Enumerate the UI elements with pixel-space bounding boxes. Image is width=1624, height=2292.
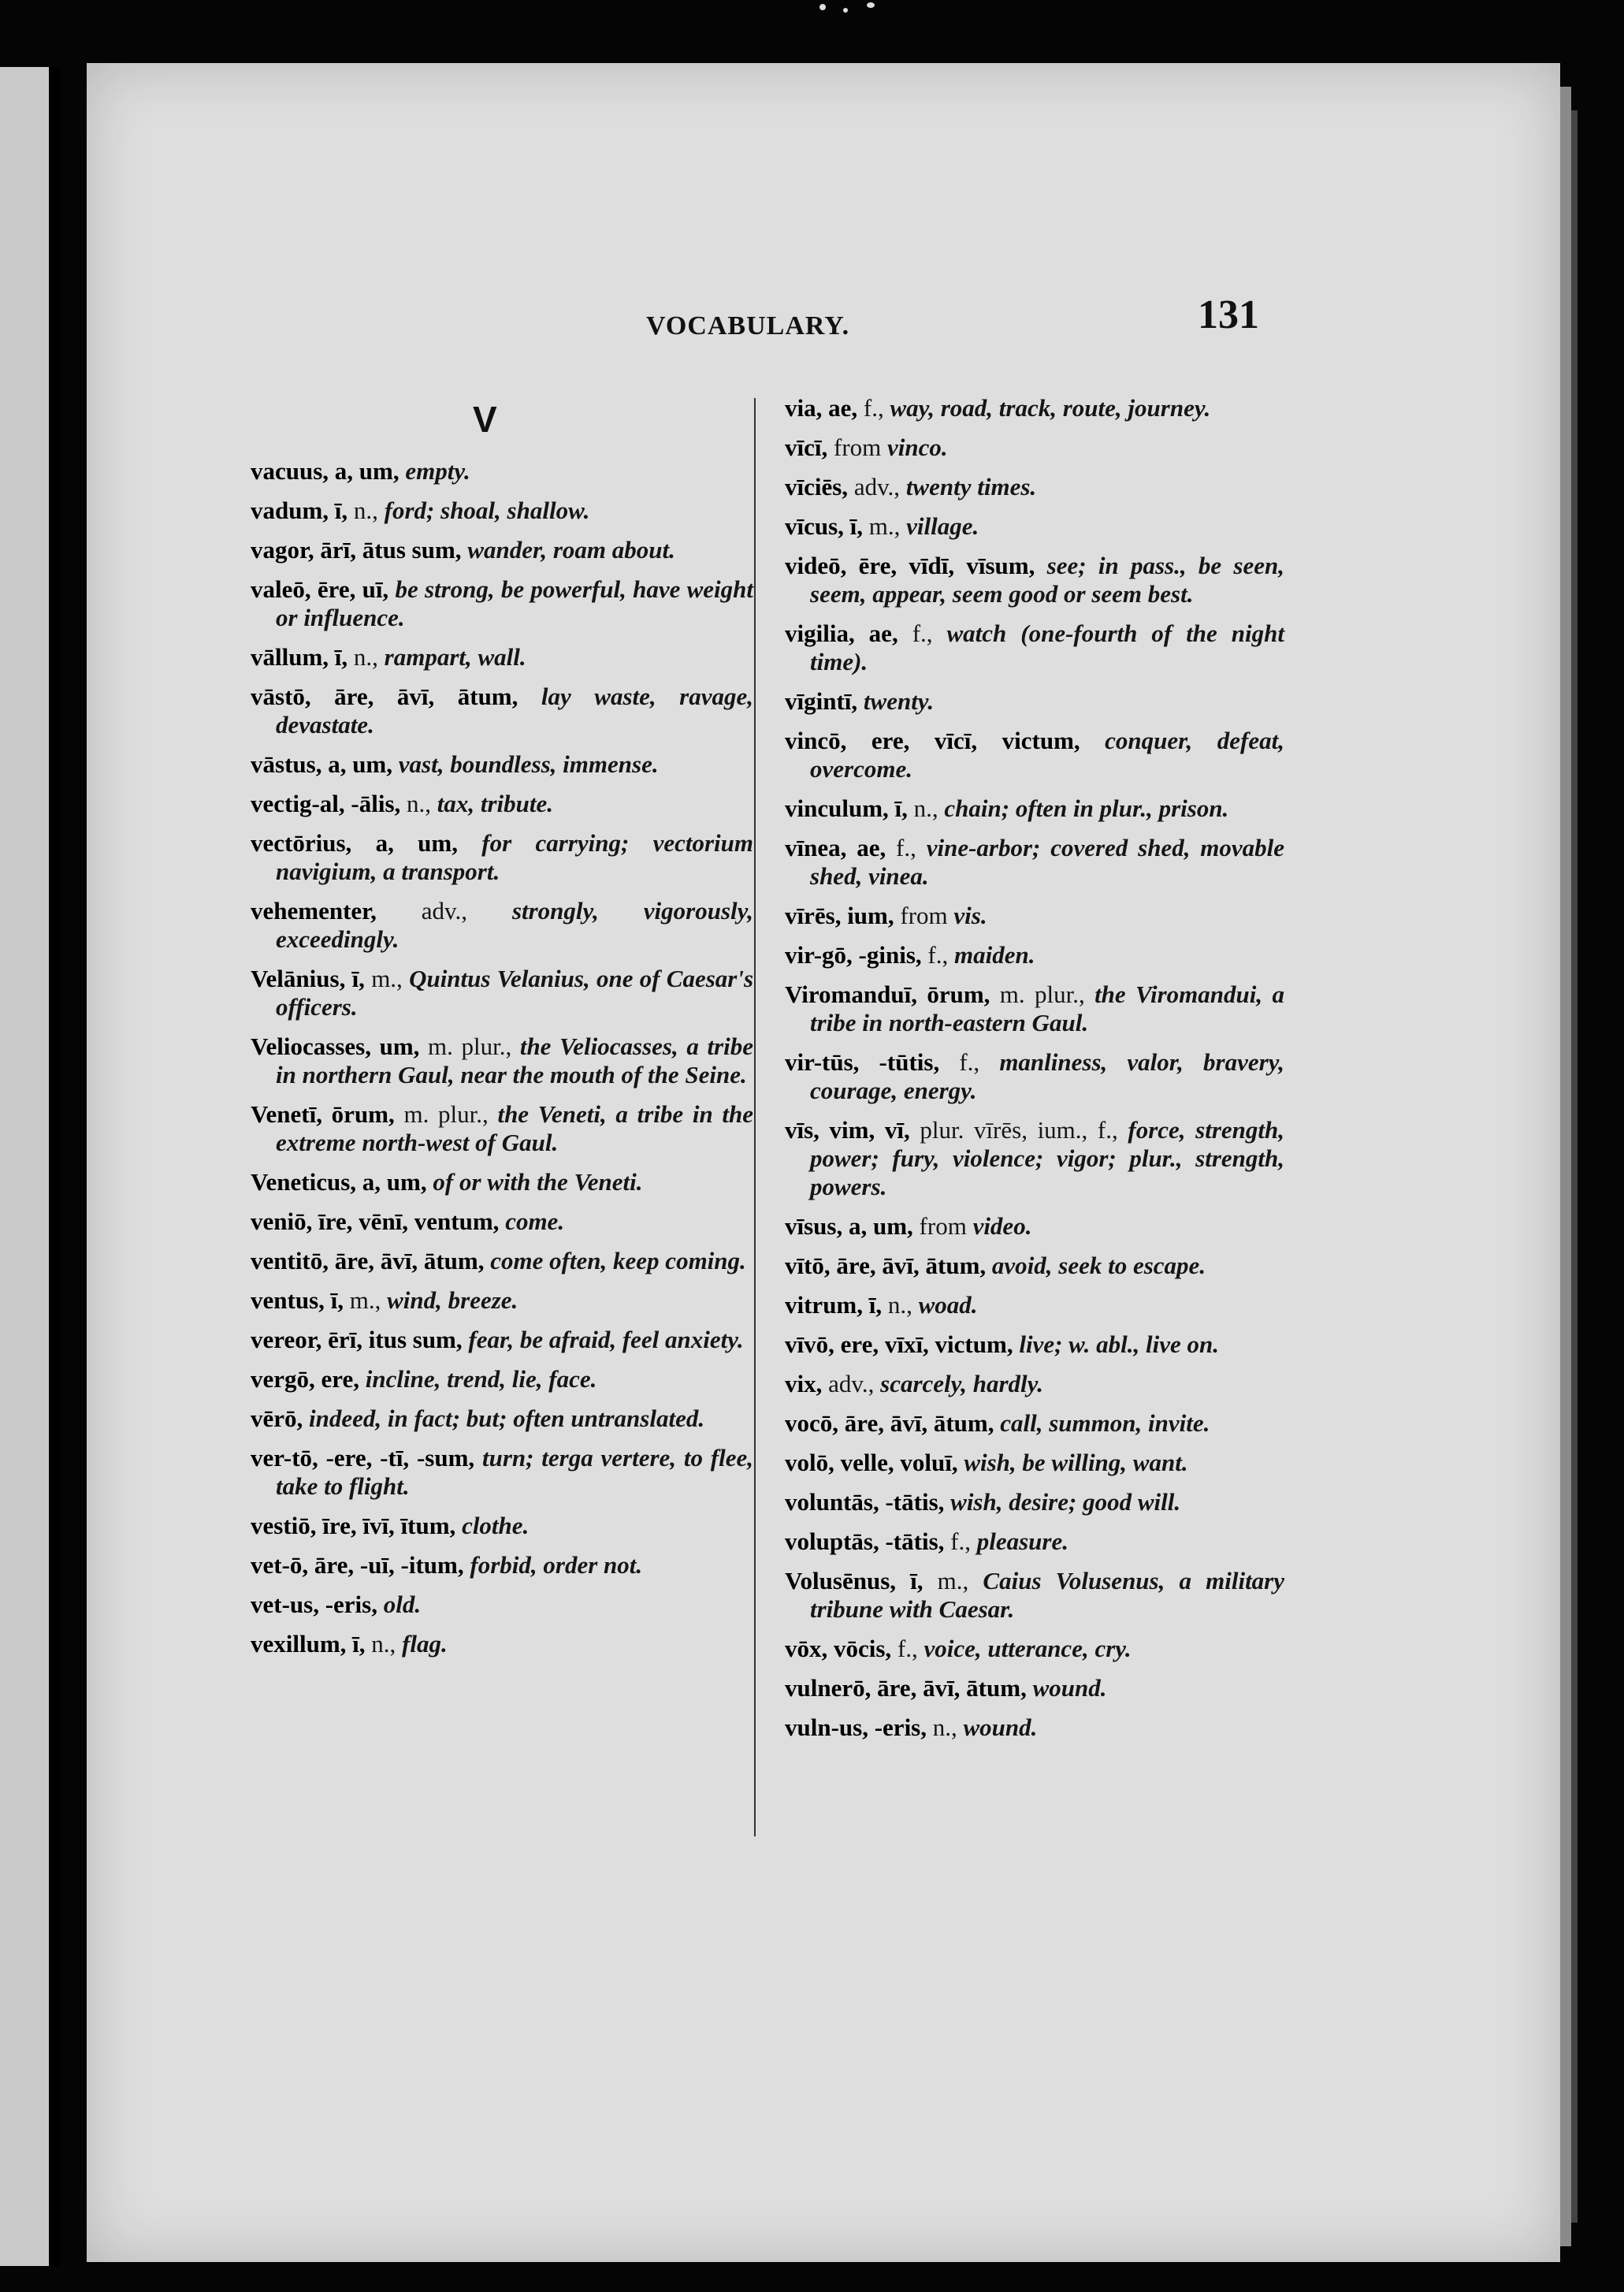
- entry-headword: vix,: [785, 1370, 823, 1397]
- entry-headword: vadum, ī,: [251, 497, 348, 524]
- entry-definition: vinco.: [887, 433, 948, 461]
- vocabulary-entry: [785, 1370, 1284, 1398]
- vocabulary-entry: [251, 683, 753, 739]
- entry-definition: the Viromandui, a tribe in north-eastern Gaul.: [810, 980, 1284, 1036]
- vocabulary-entry: [251, 1591, 753, 1619]
- entry-grammar: from: [834, 433, 882, 461]
- vocabulary-entry: [251, 1033, 753, 1089]
- vocabulary-entry: [785, 1212, 1284, 1241]
- entry-headword: videō, ēre, vīdī, vīsum,: [785, 552, 1035, 579]
- left-column: [251, 457, 753, 1669]
- entry-headword: voluntās, -tātis,: [785, 1488, 945, 1516]
- vocabulary-entry: [785, 902, 1284, 930]
- entry-grammar: m.,: [371, 965, 403, 992]
- entry-definition: twenty times.: [905, 473, 1037, 500]
- entry-definition: the Veneti, a tribe in the extreme north-west of Gaul.: [276, 1100, 754, 1156]
- entry-definition: twenty.: [863, 687, 935, 715]
- entry-grammar: m. plur.,: [428, 1033, 512, 1060]
- entry-definition: vis.: [953, 902, 987, 929]
- entry-headword: vergō, ere,: [251, 1365, 359, 1393]
- entry-definition: chain; often in plur., prison.: [944, 794, 1229, 822]
- entry-headword: vērō,: [251, 1405, 303, 1432]
- entry-definition: wound.: [1032, 1674, 1107, 1702]
- entry-headword: vir-gō, -ginis,: [785, 941, 922, 969]
- book-gutter: [50, 67, 60, 2266]
- entry-headword: vuln-us, -eris,: [785, 1713, 927, 1741]
- entry-headword: vīcī,: [785, 433, 828, 461]
- entry-headword: vagor, ārī, ātus sum,: [251, 536, 462, 564]
- entry-headword: vitrum, ī,: [785, 1291, 883, 1319]
- entry-grammar: n.,: [353, 643, 378, 671]
- entry-definition: wish, be willing, want.: [964, 1449, 1188, 1476]
- entry-definition: maiden.: [953, 941, 1035, 969]
- section-letter: V: [473, 399, 497, 440]
- running-head: VOCABULARY.: [646, 311, 850, 340]
- entry-headword: vincō, ere, vīcī, victum,: [785, 727, 1080, 754]
- entry-grammar: f.,: [927, 941, 949, 969]
- entry-grammar: adv.,: [828, 1370, 875, 1397]
- entry-headword: vigilia, ae,: [785, 620, 898, 647]
- entry-headword: vīsus, a, um,: [785, 1212, 913, 1240]
- entry-definition: avoid, seek to escape.: [991, 1252, 1206, 1279]
- vocabulary-entry: [251, 497, 753, 525]
- entry-headword: vir-tūs, -tūtis,: [785, 1048, 940, 1076]
- entry-headword: vāstō, āre, āvī, ātum,: [251, 683, 518, 710]
- entry-grammar: n.,: [932, 1713, 957, 1741]
- vocabulary-entry: [251, 1286, 753, 1315]
- vocabulary-entry: [785, 1449, 1284, 1477]
- vocabulary-entry: [251, 829, 753, 886]
- entry-definition: for carrying; vectorium navigium, a transport.: [276, 829, 754, 885]
- entry-definition: the Veliocasses, a tribe in northern Gaul, near the mouth of the Seine.: [276, 1033, 753, 1088]
- entry-headword: vīs, vim, vī,: [785, 1116, 910, 1144]
- adjacent-page-edge: [0, 67, 49, 2266]
- entry-headword: ventitō, āre, āvī, ātum,: [251, 1247, 485, 1274]
- entry-headword: vectig-al, -ālis,: [251, 790, 401, 817]
- scan-specks: [812, 0, 922, 24]
- vocabulary-entry: [785, 980, 1284, 1037]
- vocabulary-entry: [785, 1048, 1284, 1105]
- entry-definition: see; in pass., be seen, seem, appear, seem good or seem best.: [810, 552, 1284, 608]
- entry-definition: indeed, in fact; but; often untranslated.: [309, 1405, 705, 1432]
- vocabulary-entry: [251, 897, 753, 954]
- entry-definition: tax, tribute.: [437, 790, 554, 817]
- entry-definition: forbid, order not.: [470, 1551, 643, 1579]
- vocabulary-entry: [785, 1488, 1284, 1516]
- entry-definition: come often, keep coming.: [490, 1247, 746, 1274]
- entry-headword: vestiō, īre, īvī, ītum,: [251, 1512, 456, 1539]
- entry-grammar: m.,: [868, 512, 901, 540]
- entry-definition: fear, be afraid, feel anxiety.: [468, 1326, 744, 1353]
- entry-definition: Quintus Velanius, one of Caesar's officers.: [276, 965, 754, 1021]
- page-edge-dark: [1571, 110, 1578, 2223]
- vocabulary-entry: [785, 1527, 1284, 1556]
- entry-headword: vōx, vōcis,: [785, 1635, 892, 1662]
- entry-definition: vine-arbor; covered shed, movable shed, vinea.: [810, 834, 1285, 890]
- vocabulary-entry: [251, 790, 753, 818]
- entry-definition: wish, desire; good will.: [950, 1488, 1181, 1516]
- entry-definition: strongly, vigorously, exceedingly.: [276, 897, 754, 953]
- right-column: [785, 394, 1284, 1753]
- entry-grammar: n.,: [371, 1630, 396, 1658]
- vocabulary-entry: [251, 750, 753, 779]
- entry-grammar: adv.,: [421, 897, 468, 925]
- entry-definition: way, road, track, route, journey.: [890, 394, 1211, 422]
- entry-grammar: plur. vīrēs, ium., f.,: [920, 1116, 1118, 1144]
- entry-headword: vīrēs, ium,: [785, 902, 894, 929]
- page-number: 131: [1198, 292, 1259, 337]
- vocabulary-entry: [251, 965, 753, 1021]
- entry-definition: manliness, valor, bravery, courage, energy.: [810, 1048, 1285, 1104]
- entry-grammar: from: [919, 1212, 967, 1240]
- entry-headword: vinculum, ī,: [785, 794, 908, 822]
- entry-definition: empty.: [405, 457, 470, 485]
- entry-headword: vet-us, -eris,: [251, 1591, 377, 1618]
- entry-headword: Velānius, ī,: [251, 965, 365, 992]
- entry-grammar: adv.,: [853, 473, 901, 500]
- entry-definition: woad.: [918, 1291, 978, 1319]
- entry-headword: vīnea, ae,: [785, 834, 886, 861]
- entry-grammar: f.,: [950, 1527, 971, 1555]
- entry-headword: vectōrius, a, um,: [251, 829, 458, 857]
- page-edge-shadow: [1560, 87, 1571, 2246]
- vocabulary-entry: [251, 1168, 753, 1196]
- vocabulary-entry: [785, 1409, 1284, 1438]
- vocabulary-entry: [251, 1365, 753, 1393]
- vocabulary-entry: [785, 512, 1284, 541]
- entry-grammar: m. plur.,: [403, 1100, 489, 1128]
- entry-definition: flag.: [402, 1630, 448, 1658]
- entry-headword: vexillum, ī,: [251, 1630, 366, 1658]
- vocabulary-entry: [785, 794, 1284, 823]
- entry-headword: vīgintī,: [785, 687, 858, 715]
- entry-grammar: m.,: [349, 1286, 381, 1314]
- entry-definition: old.: [383, 1591, 422, 1618]
- entry-grammar: f.,: [959, 1048, 980, 1076]
- entry-definition: ford; shoal, shallow.: [384, 497, 590, 524]
- entry-definition: lay waste, ravage, devastate.: [276, 683, 753, 739]
- vocabulary-entry: [785, 433, 1284, 462]
- entry-definition: scarcely, hardly.: [880, 1370, 1044, 1397]
- entry-definition: of or with the Veneti.: [433, 1168, 643, 1196]
- entry-grammar: n.,: [407, 790, 432, 817]
- vocabulary-entry: [251, 575, 753, 632]
- entry-grammar: f.,: [897, 1635, 918, 1662]
- entry-definition: clothe.: [462, 1512, 530, 1539]
- entry-headword: vīvō, ere, vīxī, victum,: [785, 1330, 1013, 1358]
- entry-headword: vet-ō, āre, -uī, -itum,: [251, 1551, 464, 1579]
- entry-definition: village.: [906, 512, 979, 540]
- vocabulary-entry: [251, 1326, 753, 1354]
- vocabulary-entry: [251, 1444, 753, 1501]
- vocabulary-entry: [785, 1116, 1284, 1201]
- entry-grammar: m. plur.,: [999, 980, 1085, 1008]
- entry-headword: Volusēnus, ī,: [785, 1567, 923, 1594]
- vocabulary-entry: [785, 473, 1284, 501]
- entry-grammar: m.,: [937, 1567, 969, 1594]
- entry-grammar: n.,: [887, 1291, 912, 1319]
- entry-definition: voice, utterance, cry.: [923, 1635, 1132, 1662]
- vocabulary-entry: [251, 1207, 753, 1236]
- entry-definition: come.: [505, 1207, 565, 1235]
- entry-headword: Veliocasses, um,: [251, 1033, 420, 1060]
- entry-headword: vocō, āre, āvī, ātum,: [785, 1409, 994, 1437]
- vocabulary-entry: [785, 1713, 1284, 1742]
- vocabulary-entry: [785, 620, 1284, 676]
- vocabulary-entry: [785, 1330, 1284, 1359]
- entry-definition: watch (one-fourth of the night time).: [810, 620, 1284, 675]
- entry-grammar: f.,: [863, 394, 884, 422]
- entry-headword: vīcus, ī,: [785, 512, 864, 540]
- entry-definition: pleasure.: [976, 1527, 1068, 1555]
- vocabulary-entry: [251, 1100, 753, 1157]
- column-divider: [754, 398, 756, 1836]
- entry-headword: vacuus, a, um,: [251, 457, 399, 485]
- entry-headword: vereor, ērī, itus sum,: [251, 1326, 463, 1353]
- entry-headword: vāstus, a, um,: [251, 750, 393, 778]
- entry-definition: wind, breeze.: [387, 1286, 518, 1314]
- entry-grammar: from: [900, 902, 948, 929]
- entry-grammar: f.,: [896, 834, 916, 861]
- entry-headword: vīciēs,: [785, 473, 849, 500]
- entry-headword: voluptās, -tātis,: [785, 1527, 945, 1555]
- entry-headword: volō, velle, voluī,: [785, 1449, 958, 1476]
- entry-headword: ventus, ī,: [251, 1286, 344, 1314]
- entry-headword: vulnerō, āre, āvī, ātum,: [785, 1674, 1027, 1702]
- entry-grammar: f.,: [912, 620, 933, 647]
- entry-definition: Caius Volusenus, a military tribune with Caesar.: [810, 1567, 1285, 1623]
- entry-headword: Veneticus, a, um,: [251, 1168, 427, 1196]
- vocabulary-entry: [785, 552, 1284, 608]
- entry-headword: veniō, īre, vēnī, ventum,: [251, 1207, 500, 1235]
- vocabulary-entry: [785, 1635, 1284, 1663]
- entry-definition: incline, trend, lie, face.: [365, 1365, 597, 1393]
- vocabulary-entry: [251, 1405, 753, 1433]
- vocabulary-entry: [251, 1551, 753, 1579]
- entry-definition: vast, boundless, immense.: [398, 750, 659, 778]
- entry-headword: vītō, āre, āvī, ātum,: [785, 1252, 987, 1279]
- vocabulary-entry: [251, 643, 753, 672]
- entry-headword: via, ae,: [785, 394, 858, 422]
- entry-definition: wander, roam about.: [467, 536, 675, 564]
- entry-definition: be strong, be powerful, have weight or influence.: [276, 575, 753, 631]
- vocabulary-entry: [785, 834, 1284, 891]
- entry-definition: rampart, wall.: [384, 643, 526, 671]
- vocabulary-entry: [785, 1567, 1284, 1624]
- entry-headword: vehementer,: [251, 897, 377, 925]
- vocabulary-entry: [251, 1512, 753, 1540]
- vocabulary-entry: [785, 394, 1284, 422]
- entry-definition: wound.: [963, 1713, 1038, 1741]
- entry-headword: valeō, ēre, uī,: [251, 575, 389, 603]
- entry-grammar: n.,: [913, 794, 938, 822]
- vocabulary-entry: [785, 1291, 1284, 1319]
- vocabulary-entry: [785, 1252, 1284, 1280]
- vocabulary-entry: [251, 536, 753, 564]
- entry-definition: live; w. abl., live on.: [1019, 1330, 1220, 1358]
- entry-grammar: n.,: [353, 497, 378, 524]
- entry-definition: turn; terga vertere, to flee, take to flight.: [276, 1444, 753, 1500]
- entry-definition: conquer, defeat, overcome.: [810, 727, 1285, 783]
- entry-definition: call, summon, invite.: [1000, 1409, 1210, 1437]
- entry-definition: force, strength, power; fury, violence; vigor; plur., strength, powers.: [810, 1116, 1284, 1200]
- entry-headword: Viromanduī, ōrum,: [785, 980, 990, 1008]
- entry-headword: vāllum, ī,: [251, 643, 348, 671]
- vocabulary-entry: [251, 1630, 753, 1658]
- vocabulary-entry: [785, 1674, 1284, 1702]
- vocabulary-entry: [251, 1247, 753, 1275]
- vocabulary-entry: [251, 457, 753, 486]
- entry-headword: ver-tō, -ere, -tī, -sum,: [251, 1444, 475, 1472]
- vocabulary-entry: [785, 727, 1284, 783]
- entry-definition: video.: [972, 1212, 1032, 1240]
- entry-headword: Venetī, ōrum,: [251, 1100, 395, 1128]
- vocabulary-entry: [785, 687, 1284, 716]
- vocabulary-entry: [785, 941, 1284, 969]
